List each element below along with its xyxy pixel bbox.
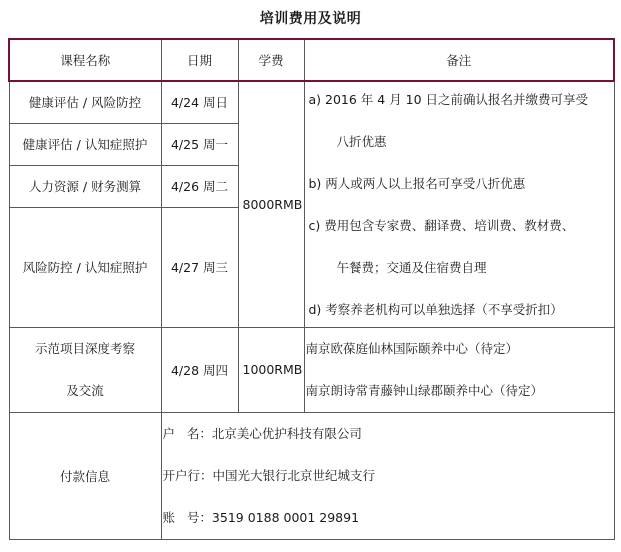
payment-account-name: 户 名：北京美心优护科技有限公司 <box>162 425 362 441</box>
note-c-line1: c) 费用包含专家费、翻译费、培训费、教材费、 <box>308 217 575 233</box>
note-a-line1: a) 2016 年 4 月 10 日之前确认报名并缴费可享受 <box>308 91 589 107</box>
institution-item: 南京欧葆庭仙林国际颐养中心（待定） <box>305 340 519 356</box>
header-fee: 学费 <box>238 39 304 81</box>
visit-name-line1: 示范项目深度考察 <box>34 340 135 356</box>
table-header-row <box>9 39 614 81</box>
course-name: 健康评估 / 风险防控 <box>9 81 161 123</box>
visit-name-line2: 及交流 <box>66 382 104 398</box>
course-name: 人力资源 / 财务测算 <box>9 165 161 207</box>
table-row <box>9 81 614 123</box>
notes-cell <box>304 81 614 327</box>
visit-date: 4/28 周四 <box>161 327 238 412</box>
table-row-payment <box>9 412 614 539</box>
course-date: 4/27 周三 <box>161 207 238 327</box>
course-date: 4/26 周二 <box>161 165 238 207</box>
payment-details <box>161 412 614 539</box>
payment-account-no: 账 号：3519 0188 0001 29891 <box>162 509 360 525</box>
header-notes: 备注 <box>304 39 614 81</box>
course-name: 风险防控 / 认知症照护 <box>9 207 161 327</box>
table-row-visit <box>9 327 614 412</box>
course-name: 健康评估 / 认知症照护 <box>9 123 161 165</box>
note-a-line2: 八折优惠 <box>336 133 387 149</box>
course-date: 4/24 周日 <box>161 81 238 123</box>
visit-institutions <box>304 327 614 412</box>
page-title: 培训费用及说明 <box>259 11 362 27</box>
header-date: 日期 <box>161 39 238 81</box>
course-date: 4/25 周一 <box>161 123 238 165</box>
payment-bank: 开户行：中国光大银行北京世纪城支行 <box>162 467 376 483</box>
payment-label: 付款信息 <box>9 412 161 539</box>
header-course: 课程名称 <box>9 39 161 81</box>
note-c-line2: 午餐费；交通及住宿费自理 <box>336 259 487 275</box>
note-b: b) 两人或两人以上报名可享受八折优惠 <box>308 175 526 191</box>
visit-fee: 1000RMB <box>238 327 304 412</box>
note-d: d) 考察养老机构可以单独选择（不享受折扣） <box>308 301 563 317</box>
visit-name <box>9 327 161 412</box>
fee-table <box>8 38 615 540</box>
fee-main: 8000RMB <box>238 81 304 327</box>
institution-item: 南京朗诗常青藤钟山绿郡颐养中心（待定） <box>305 382 544 398</box>
